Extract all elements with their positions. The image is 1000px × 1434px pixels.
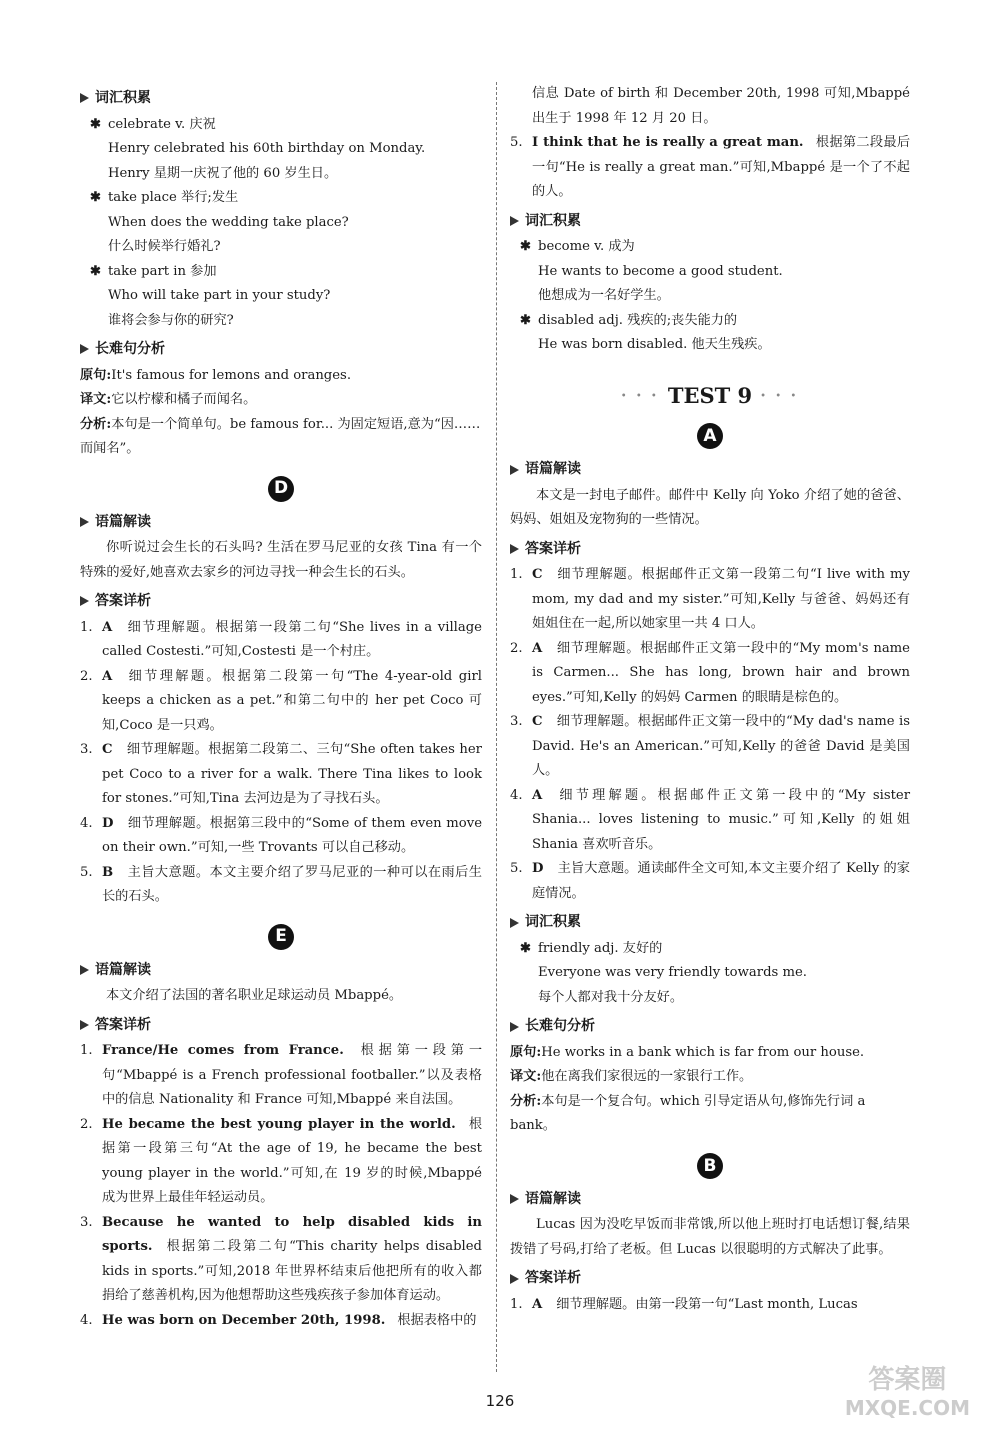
answer-item: 4. D 细节理解题。根据第三段中的“Some of them even move on their own.”可知,一些 Trovants 可以自己移动。 <box>80 815 482 855</box>
vocab-item: ✱ become v. 成为 He wants to become a good student. 他想成为一名好学生。 <box>520 235 910 309</box>
section-heading: 词汇积累 <box>510 209 910 234</box>
arrow-icon <box>80 965 89 975</box>
vocab-item: ✱ celebrate v. 庆祝 Henry celebrated his 60th birthday on Monday. Henry 星期一庆祝了他的 60 岁生日。 <box>90 113 482 187</box>
vocab-item: ✱ take place 举行;发生 When does the wedding take place? 什么时候举行婚礼? <box>90 186 482 260</box>
asterisk-icon: ✱ <box>90 116 102 132</box>
asterisk-icon: ✱ <box>90 263 102 279</box>
answer-item: 4. He was born on December 20th, 1998. 根据表格中的 <box>80 1312 477 1328</box>
arrow-icon <box>510 1022 519 1032</box>
answer-item: 1. C 细节理解题。根据邮件正文第一段第二句“I live with my mom, my dad and my sister.”可知,Kelly 与爸爸、妈妈还有姐姐住在一起,所以她家里一共 4 口人。 <box>510 567 910 632</box>
vocab-item: ✱ disabled adj. 残疾的;丧失能力的 He was born disabled. 他天生残疾。 <box>520 309 910 358</box>
translation: 译文:他在离我们家很远的一家银行工作。 <box>510 1069 753 1085</box>
section-heading: 答案详析 <box>510 537 910 562</box>
arrow-icon <box>510 918 519 928</box>
section-heading: 答案详析 <box>510 1266 910 1291</box>
ornament-left: • • • <box>620 390 660 402</box>
answer-item: 3. C 细节理解题。根据第二段第二、三句“She often takes her pet Coco to a river for a walk. There Tina likes to look for stones.”可知,Tina 去河边是为了寻找石头。 <box>80 742 482 806</box>
answer-item: 3. Because he wanted to help disabled kids in sports. 根据第二段第二句“This charity helps disabled kids in sports.”可知,2018 年世界杯结束后他把所有的收入都捐给了慈善机构,因为他想帮助这些残疾孩子参加体育运动。 <box>80 1214 482 1303</box>
answer-item: 2. He became the best young player in the world. 根据第一段第三句“At the age of 19, he became the best young player in the world.”可知,在 19 岁的时候,Mbappé 成为世界上最佳年轻运动员。 <box>80 1116 483 1205</box>
analysis: 分析:本句是一个简单句。be famous for... 为固定短语,意为“因……而闻名”。 <box>80 416 481 456</box>
section-heading: 答案详析 <box>80 1013 482 1038</box>
column-divider <box>496 82 497 1372</box>
section-heading: 语篇解读 <box>510 457 910 482</box>
section-heading: 答案详析 <box>80 589 482 614</box>
asterisk-icon: ✱ <box>520 312 532 328</box>
arrow-icon <box>80 93 89 103</box>
arrow-icon <box>80 517 89 527</box>
answer-item: 5. B 主旨大意题。本文主要介绍了罗马尼亚的一种可以在雨后生长的石头。 <box>80 864 482 904</box>
asterisk-icon: ✱ <box>90 190 102 205</box>
asterisk-icon: ✱ <box>520 940 532 956</box>
passage-badge-e: E <box>80 924 482 950</box>
watermark-logo: 答案圈 MXQE.COM <box>844 1365 970 1420</box>
answer-continuation: 信息 Date of birth 和 December 20th, 1998 可知,Mbappé 出生于 1998 年 12 月 20 日。 <box>532 86 910 126</box>
analysis: 分析:本句是一个复合句。which 引导定语从句,修饰先行词 a bank。 <box>510 1093 866 1134</box>
passage-summary: 你听说过会生长的石头吗? 生活在罗马尼亚的女孩 Tina 有一个特殊的爱好,她喜欢去家乡的河边寻找一种会生长的石头。 <box>80 540 482 580</box>
passage-summary: 本文是一封电子邮件。邮件中 Kelly 向 Yoko 介绍了她的爸爸、妈妈、姐姐及宠物狗的一些情况。 <box>510 487 910 528</box>
section-heading: 词汇积累 <box>80 86 482 111</box>
section-heading: 语篇解读 <box>80 958 482 983</box>
arrow-icon <box>80 1020 89 1030</box>
answer-item: 5. D 主旨大意题。通读邮件全文可知,本文主要介绍了 Kelly 的家庭情况。 <box>510 861 910 901</box>
section-heading: 长难句分析 <box>80 337 482 362</box>
section-heading: 词汇积累 <box>510 910 910 935</box>
answer-item: 1. France/He comes from France. 根据第一段第一句“Mbappé is a French professional footballer.”以及表格中的信息 Nationality 和 France 可知,Mbappé 来自法国。 <box>80 1043 483 1107</box>
original-sentence: 原句:He works in a bank which is far from our house. <box>510 1044 865 1060</box>
page-number: 126 <box>485 1392 515 1410</box>
section-heading: 语篇解读 <box>510 1187 910 1212</box>
arrow-icon <box>510 1274 519 1284</box>
answer-item: 2. A 细节理解题。根据邮件正文第一段中的“My mom's name is Carmen... She has long, brown hair and brown eyes.”可知,Kelly 的妈妈 Carmen 的眼睛是棕色的。 <box>510 640 910 705</box>
arrow-icon <box>510 1194 519 1204</box>
arrow-icon <box>510 216 519 226</box>
translation: 译文:它以柠檬和橘子而闻名。 <box>80 392 257 407</box>
original-sentence: 原句:It's famous for lemons and oranges. <box>80 367 352 383</box>
passage-summary: 本文介绍了法国的著名职业足球运动员 Mbappé。 <box>106 988 403 1003</box>
answer-item: 4. A 细节理解题。根据邮件正文第一段中的“My sister Shania... loves listening to music.”可知,Kelly 的姐姐 Shania 喜欢听音乐。 <box>510 787 910 852</box>
section-heading: 语篇解读 <box>80 510 482 535</box>
arrow-icon <box>510 465 519 475</box>
answer-item: 1. A 细节理解题。根据第一段第二句“She lives in a village called Costesti.”可知,Costesti 是一个村庄。 <box>80 619 482 659</box>
answer-item: 2. A 细节理解题。根据第二段第一句“The 4-year-old girl keeps a chicken as a pet.”和第二句中的 her pet Coco 可知,Coco 是一只鸡。 <box>80 668 482 733</box>
passage-badge-b: B <box>510 1153 910 1179</box>
left-column <box>80 82 482 1333</box>
arrow-icon <box>510 544 519 554</box>
passage-summary: Lucas 因为没吃早饭而非常饿,所以他上班时打电话想订餐,结果拨错了号码,打给了老板。但 Lucas 以很聪明的方式解决了此事。 <box>510 1217 910 1257</box>
passage-badge-d: D <box>80 476 482 502</box>
arrow-icon <box>80 344 89 354</box>
passage-badge-a: A <box>510 423 910 449</box>
vocab-item: ✱ take part in 参加 Who will take part in your study? 谁将会参与你的研究? <box>90 260 482 334</box>
test-heading: • • • TEST 9 • • • <box>620 382 800 408</box>
arrow-icon <box>80 596 89 606</box>
ornament-right: • • • <box>760 390 800 402</box>
answer-item: 1. A 细节理解题。由第一段第一句“Last month, Lucas <box>510 1296 858 1312</box>
answer-item: 3. C 细节理解题。根据邮件正文第一段中的“My dad's name is David. He's an American.”可知,Kelly 的爸爸 David 是美国人。 <box>510 714 910 779</box>
right-column <box>510 82 910 1317</box>
section-heading: 长难句分析 <box>510 1014 910 1039</box>
vocab-item: ✱ friendly adj. 友好的 Everyone was very friendly towards me. 每个人都对我十分友好。 <box>520 937 910 1011</box>
answer-item: 5. I think that he is really a great man. 根据第二段最后一句“He is really a great man.”可知,Mbappé 是一个了不起的人。 <box>510 135 911 199</box>
asterisk-icon: ✱ <box>520 239 532 254</box>
